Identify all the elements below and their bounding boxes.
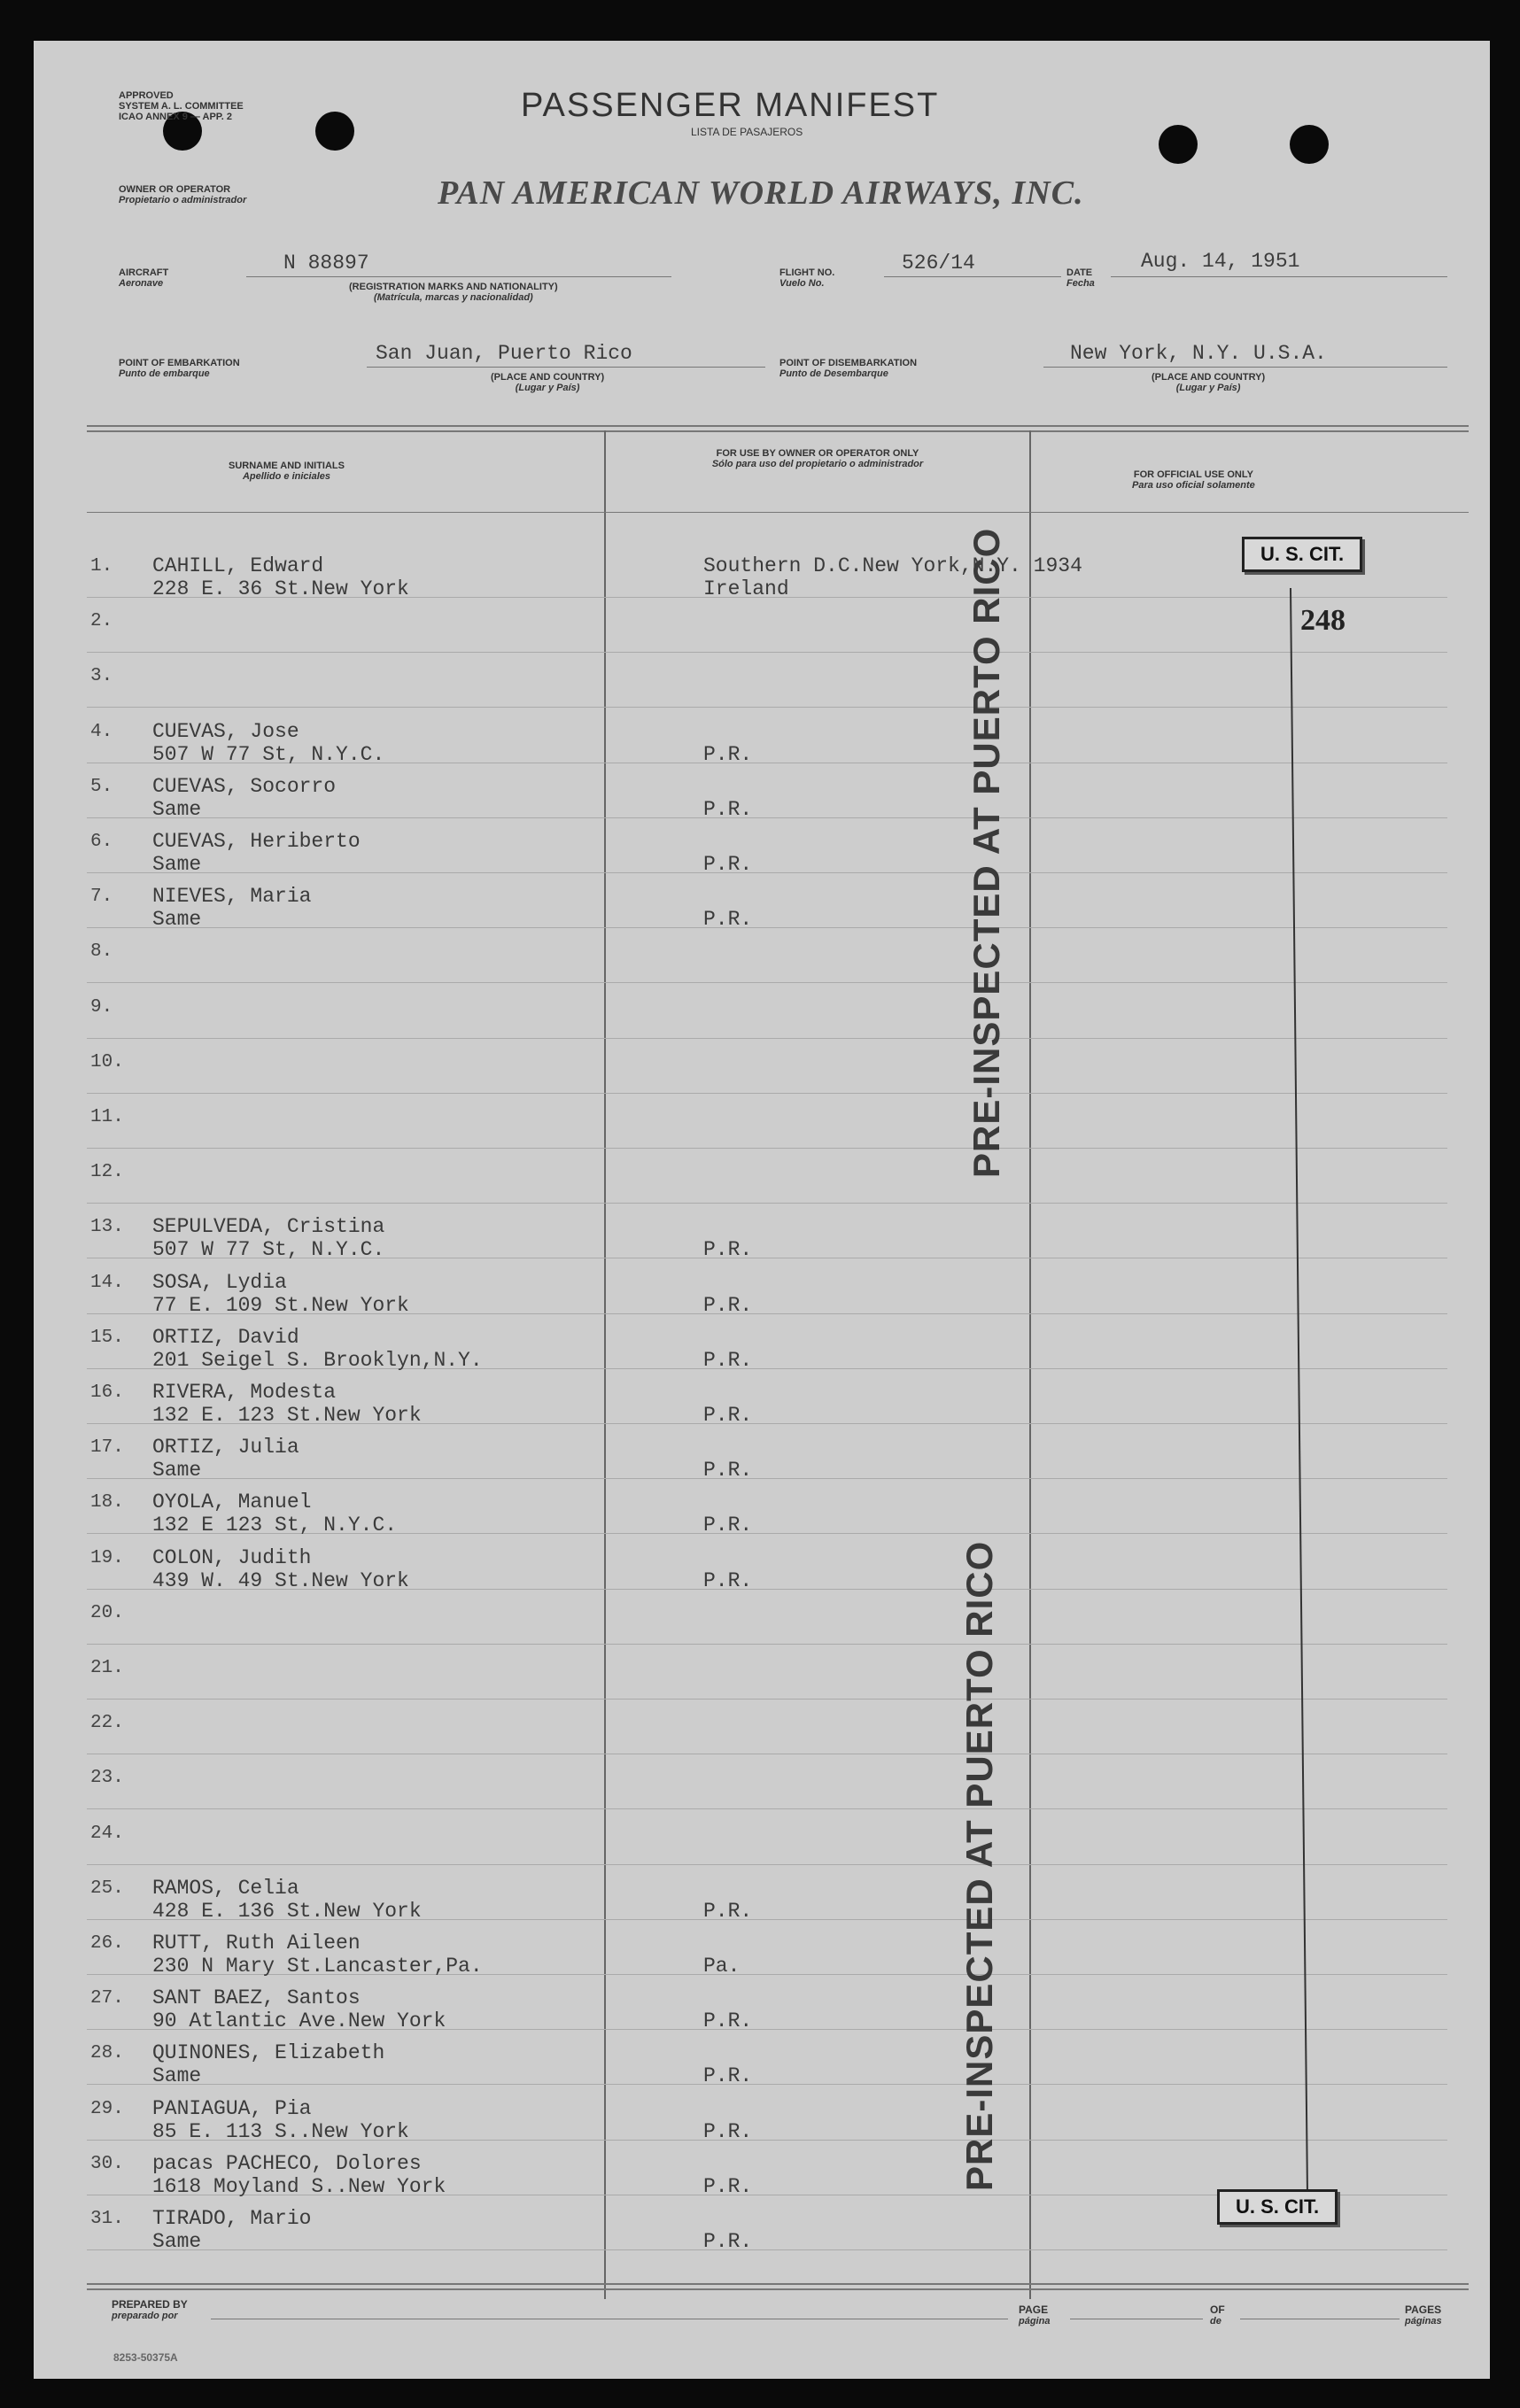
owner-use-line2: P.R. <box>703 2230 753 2253</box>
owner-use-line2: P.R. <box>703 1293 753 1317</box>
row-number: 5. <box>90 776 113 797</box>
passenger-name: PANIAGUA, Pia <box>152 2096 312 2120</box>
passenger-address: Same <box>152 797 202 821</box>
approval-line: APPROVED <box>119 90 174 101</box>
owner-use-line2: P.R. <box>703 2119 753 2143</box>
row-separator <box>87 1808 1447 1809</box>
row-number: 24. <box>90 1823 124 1844</box>
passenger-name: COLON, Judith <box>152 1545 312 1569</box>
bracket-line <box>1290 588 1308 2218</box>
row-separator <box>87 707 1447 708</box>
owner-use-line1: Southern D.C.New York,N.Y. 1934 <box>703 554 1082 577</box>
page-label: PAGE página <box>1019 2303 1051 2327</box>
passenger-name: CAHILL, Edward <box>152 554 324 577</box>
col-header-official-use: FOR OFFICIAL USE ONLY Para uso oficial solamente <box>1132 469 1255 491</box>
page-title: PASSENGER MANIFEST <box>521 87 940 124</box>
form-number: 8253-50375A <box>113 2351 178 2364</box>
row-number: 12. <box>90 1162 124 1183</box>
owner-use-line2: P.R. <box>703 1568 753 1592</box>
row-number: 20. <box>90 1602 124 1623</box>
row-separator <box>87 872 1447 873</box>
row-number: 17. <box>90 1437 124 1459</box>
aircraft-label: AIRCRAFT Aeronave <box>119 267 169 289</box>
passenger-name: QUINONES, Elizabeth <box>152 2041 385 2065</box>
row-number: 14. <box>90 1272 124 1293</box>
row-number: 28. <box>90 2043 124 2064</box>
date-label: DATE Fecha <box>1066 267 1095 289</box>
owner-use-line2: P.R. <box>703 1459 753 1483</box>
owner-use-line2: P.R. <box>703 742 753 766</box>
row-separator <box>87 1478 1447 1479</box>
row-separator <box>87 1644 1447 1645</box>
count-handwritten: 248 <box>1300 604 1346 637</box>
row-number: 10. <box>90 1051 124 1072</box>
aircraft-caption: (REGISTRATION MARKS AND NATIONALITY) (Matrícula, marcas y nacionalidad) <box>349 282 558 303</box>
passenger-address: Same <box>152 853 202 876</box>
row-number: 25. <box>90 1878 124 1899</box>
passenger-address: 132 E 123 St, N.Y.C. <box>152 1514 398 1537</box>
approval-line: SYSTEM A. L. COMMITTEE <box>119 101 244 112</box>
passenger-address: 228 E. 36 St.New York <box>152 577 409 600</box>
col-header-surname: SURNAME AND INITIALS Apellido e iniciales <box>229 461 345 482</box>
disembark-value: New York, N.Y. U.S.A. <box>1070 342 1327 365</box>
row-number: 6. <box>90 832 113 852</box>
passenger-address: 507 W 77 St, N.Y.C. <box>152 742 385 766</box>
pages-label: PAGES páginas <box>1405 2303 1442 2327</box>
row-number: 11. <box>90 1107 124 1127</box>
passenger-name: OYOLA, Manuel <box>152 1490 312 1514</box>
passenger-address: Same <box>152 2230 202 2253</box>
prepared-by-label: PREPARED BY preparado por <box>112 2298 188 2321</box>
passenger-address: 1618 Moyland S..New York <box>152 2174 446 2198</box>
owner-use-line2: P.R. <box>703 1404 753 1427</box>
row-separator <box>87 1038 1447 1039</box>
owner-use-line2: P.R. <box>703 853 753 876</box>
row-number: 26. <box>90 1933 124 1954</box>
owner-use-line2: P.R. <box>703 908 753 932</box>
passenger-address: 439 W. 49 St.New York <box>152 1568 409 1592</box>
row-number: 2. <box>90 611 113 632</box>
passenger-name: NIEVES, Maria <box>152 885 312 909</box>
passenger-address: 132 E. 123 St.New York <box>152 1404 422 1427</box>
owner-use-line2: P.R. <box>703 1899 753 1923</box>
row-separator <box>87 927 1447 928</box>
passenger-name: CUEVAS, Socorro <box>152 774 337 798</box>
row-separator <box>87 817 1447 818</box>
owner-use-line2: Pa. <box>703 1955 741 1978</box>
row-number: 27. <box>90 1988 124 2009</box>
row-separator <box>87 2084 1447 2085</box>
passenger-name: RAMOS, Celia <box>152 1876 299 1900</box>
owner-use-line2: P.R. <box>703 1348 753 1372</box>
owner-use-line2: P.R. <box>703 1238 753 1262</box>
passenger-name: SEPULVEDA, Cristina <box>152 1215 385 1239</box>
passenger-address: 201 Seigel S. Brooklyn,N.Y. <box>152 1348 483 1372</box>
row-separator <box>87 1203 1447 1204</box>
embark-caption: (PLACE AND COUNTRY) (Lugar y País) <box>491 372 605 393</box>
passenger-name: ORTIZ, Julia <box>152 1436 299 1460</box>
embark-value: San Juan, Puerto Rico <box>376 342 632 365</box>
owner-use-line2: P.R. <box>703 2009 753 2033</box>
row-number: 30. <box>90 2153 124 2174</box>
owner-use-line2: P.R. <box>703 2174 753 2198</box>
preinspected-stamp: PRE-INSPECTED AT PUERTO RICO <box>966 527 1007 1178</box>
flight-value: 526/14 <box>902 252 975 275</box>
us-cit-stamp: U. S. CIT. <box>1217 2189 1338 2225</box>
owner-use-line2: P.R. <box>703 797 753 821</box>
row-separator <box>87 652 1447 653</box>
approval-line: ICAO ANNEX 9 — APP. 2 <box>119 112 232 122</box>
punch-hole <box>1290 125 1329 164</box>
disembark-label: POINT OF DISEMBARKATION Punto de Desembarque <box>779 358 918 379</box>
row-number: 8. <box>90 941 113 963</box>
aircraft-value: N 88897 <box>283 252 369 275</box>
disembark-caption: (PLACE AND COUNTRY) (Lugar y País) <box>1152 372 1266 393</box>
row-number: 23. <box>90 1768 124 1789</box>
preinspected-stamp: PRE-INSPECTED AT PUERTO RICO <box>958 1540 1000 2191</box>
passenger-address: Same <box>152 2064 202 2088</box>
row-number: 15. <box>90 1327 124 1348</box>
row-number: 1. <box>90 556 113 577</box>
row-separator <box>87 982 1447 983</box>
passenger-address: Same <box>152 1459 202 1483</box>
date-value: Aug. 14, 1951 <box>1141 250 1300 273</box>
row-number: 29. <box>90 2098 124 2119</box>
row-number: 4. <box>90 721 113 742</box>
row-number: 3. <box>90 666 113 687</box>
passenger-name: ORTIZ, David <box>152 1325 299 1349</box>
passenger-name: CUEVAS, Jose <box>152 719 299 743</box>
passenger-name: RIVERA, Modesta <box>152 1381 337 1404</box>
passenger-address: Same <box>152 908 202 932</box>
owner-use-line2: P.R. <box>703 2064 753 2088</box>
passenger-name: RUTT, Ruth Aileen <box>152 1932 361 1955</box>
passenger-name: SANT BAEZ, Santos <box>152 1986 361 2010</box>
passenger-address: 428 E. 136 St.New York <box>152 1899 422 1923</box>
of-label: OF de <box>1210 2303 1225 2327</box>
passenger-address: 90 Atlantic Ave.New York <box>152 2009 446 2033</box>
punch-hole <box>315 112 354 151</box>
passenger-name: CUEVAS, Heriberto <box>152 830 361 853</box>
passenger-name: TIRADO, Mario <box>152 2207 312 2230</box>
owner-value: PAN AMERICAN WORLD AIRWAYS, INC. <box>438 174 1084 212</box>
row-separator <box>87 1699 1447 1700</box>
row-number: 9. <box>90 996 113 1018</box>
passenger-address: 77 E. 109 St.New York <box>152 1293 409 1317</box>
embark-label: POINT OF EMBARKATION Punto de embarque <box>119 358 240 379</box>
passenger-name: SOSA, Lydia <box>152 1270 287 1294</box>
flight-label: FLIGHT NO. Vuelo No. <box>779 267 835 289</box>
row-separator <box>87 1148 1447 1149</box>
owner-use-line2: Ireland <box>703 577 789 600</box>
row-number: 19. <box>90 1547 124 1568</box>
row-number: 18. <box>90 1492 124 1514</box>
row-number: 16. <box>90 1382 124 1403</box>
row-number: 7. <box>90 887 113 908</box>
row-number: 13. <box>90 1217 124 1238</box>
punch-hole <box>1159 125 1198 164</box>
owner-label: OWNER OR OPERATOR Propietario o administrador <box>119 184 247 205</box>
page-subtitle: LISTA DE PASAJEROS <box>691 126 803 138</box>
passenger-name: pacas PACHECO, Dolores <box>152 2151 422 2175</box>
row-number: 31. <box>90 2209 124 2229</box>
passenger-address: 85 E. 113 S..New York <box>152 2119 409 2143</box>
row-separator <box>87 2249 1447 2250</box>
row-number: 21. <box>90 1658 124 1678</box>
owner-use-line2: P.R. <box>703 1514 753 1537</box>
row-separator <box>87 1093 1447 1094</box>
row-separator <box>87 1864 1447 1865</box>
passenger-address: 507 W 77 St, N.Y.C. <box>152 1238 385 1262</box>
passenger-address: 230 N Mary St.Lancaster,Pa. <box>152 1955 483 1978</box>
col-header-owner-use: FOR USE BY OWNER OR OPERATOR ONLY Sólo para uso del propietario o administrador <box>711 448 924 469</box>
approval-block <box>119 90 244 122</box>
manifest-page <box>34 41 1490 2379</box>
us-cit-stamp: U. S. CIT. <box>1242 537 1362 572</box>
row-number: 22. <box>90 1713 124 1734</box>
